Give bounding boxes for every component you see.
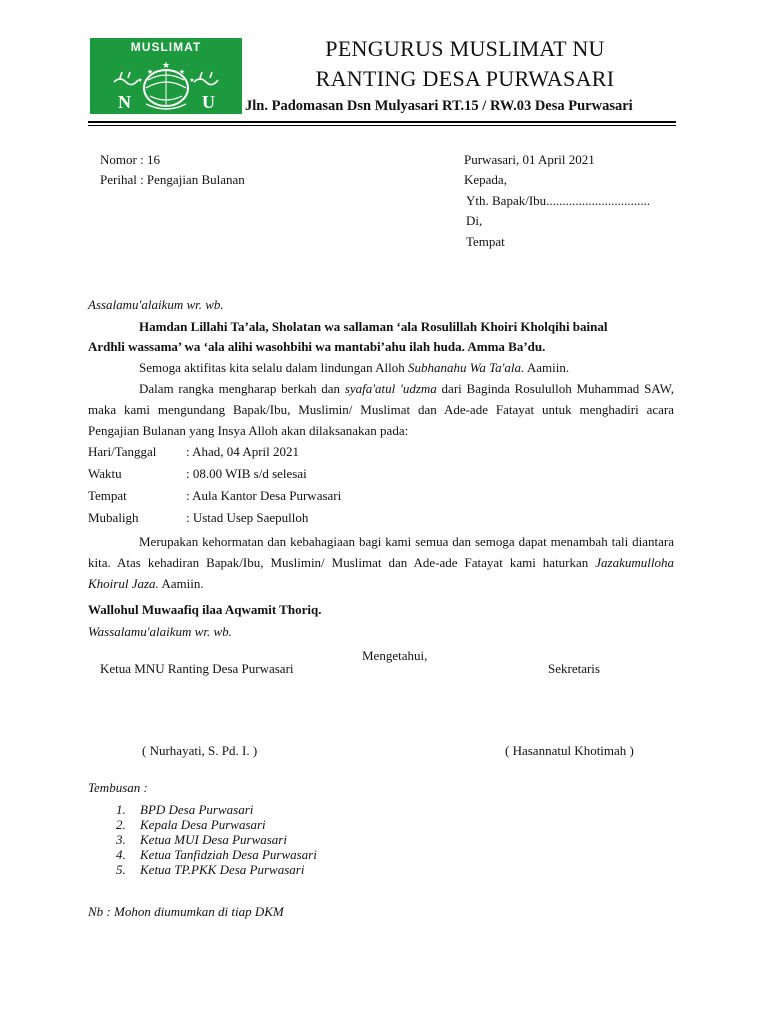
cc-item-number: 5.	[116, 862, 126, 877]
closing-prayer: Wallohul Muwaafiq ilaa Aqwamit Thoriq.	[88, 602, 322, 617]
paragraph-invitation	[88, 378, 674, 441]
closing-amen: Aamiin.	[158, 576, 204, 591]
cc-item-number: 3.	[116, 832, 126, 847]
event-time-label: Waktu	[88, 466, 122, 481]
invitation-text-b: dari Baginda Rosululloh Muhammad SAW, maka kami mengundang Bapak/Ibu, Muslimin/ Muslimat dan Ade-ade Fatayat untuk menghadiri acara Pengajian Bulanan yang Insya Alloh akan dilaksanakan pada:	[88, 381, 674, 438]
invitation-italic: syafa'atul 'udzma	[344, 381, 437, 396]
logo-letter-n: N	[118, 92, 131, 112]
cc-item	[116, 817, 317, 832]
opening-line-2: Ardhli wassama’ wa ‘ala alihi wasohbihi wa mantabi’ahu ilah huda. Amma Ba’du.	[88, 339, 546, 354]
org-title-line2: RANTING DESA PURWASARI	[315, 66, 615, 91]
cc-list	[116, 802, 317, 877]
header-divider-thin	[88, 125, 676, 126]
recipient-kepada: Kepada,	[464, 172, 507, 187]
event-date-value: : Ahad, 04 April 2021	[186, 444, 300, 459]
event-place-value: : Aula Kantor Desa Purwasari	[186, 488, 342, 503]
event-date-label: Hari/Tanggal	[88, 444, 157, 459]
recipient-place: Tempat	[466, 234, 505, 249]
logo-top-text: MUSLIMAT	[130, 40, 202, 54]
signer-right-role: Sekretaris	[548, 661, 600, 676]
place-date: Purwasari, 01 April 2021	[464, 152, 595, 167]
cc-item-text: Ketua Tanfidziah Desa Purwasari	[140, 847, 317, 862]
closing-italic: Jazakumulloha Khoirul Jaza.	[88, 555, 674, 591]
paragraph-closing	[88, 531, 674, 594]
letter-subject: Perihal : Pengajian Bulanan	[100, 172, 245, 187]
recipient-di: Di,	[466, 213, 483, 228]
cc-item-text: Kepala Desa Purwasari	[140, 817, 266, 832]
acknowledged-label: Mengetahui,	[362, 648, 428, 663]
prayer-italic: Subhanahu Wa Ta'ala.	[407, 360, 525, 375]
greeting: Assalamu'alaikum wr. wb.	[88, 297, 224, 312]
cc-item-number: 2.	[116, 817, 126, 832]
org-address: Jln. Padomasan Dsn Mulyasari RT.15 / RW.03 Desa Purwasari	[245, 98, 633, 114]
letter-number: Nomor : 16	[100, 152, 160, 167]
cc-item-text: Ketua TP.PKK Desa Purwasari	[140, 862, 305, 877]
signer-left-role: Ketua MNU Ranting Desa Purwasari	[100, 661, 294, 676]
event-speaker-value: : Ustad Usep Saepulloh	[186, 510, 309, 525]
cc-item-text: BPD Desa Purwasari	[140, 802, 254, 817]
signer-right-name: ( Hasannatul Khotimah )	[505, 743, 634, 758]
cc-item	[116, 802, 317, 817]
footnote: Nb : Mohon diumumkan di tiap DKM	[88, 904, 284, 919]
opening-line-1: Hamdan Lillahi Ta’ala, Sholatan wa sallaman ‘ala Rosulillah Khoiri Kholqihi bainal	[139, 319, 608, 334]
svg-text:★: ★	[137, 77, 143, 84]
cc-item	[116, 862, 317, 877]
logo-letter-u: U	[202, 92, 215, 112]
prayer-amen: Aamiin.	[524, 360, 570, 375]
event-time-value: : 08.00 WIB s/d selesai	[186, 466, 307, 481]
event-speaker-label: Mubaligh	[88, 510, 139, 525]
cc-item-text: Ketua MUI Desa Purwasari	[140, 832, 287, 847]
org-title-line1: PENGURUS MUSLIMAT NU	[325, 36, 605, 61]
svg-text:★: ★	[146, 68, 154, 76]
closing-greeting: Wassalamu'alaikum wr. wb.	[88, 624, 232, 639]
event-place-label: Tempat	[88, 488, 127, 503]
header-divider	[88, 121, 676, 123]
svg-text:★: ★	[161, 61, 171, 71]
cc-item	[116, 832, 317, 847]
closing-text-a: Merupakan kehormatan dan kebahagiaan bagi kami semua dan semoga dapat menambah tali diantara kita. Atas kehadiran Bapak/Ibu, Muslimin/ Muslimat dan Ade-ade Fatayat kami haturkan	[88, 534, 674, 570]
svg-text:★: ★	[189, 77, 195, 84]
prayer-text: Semoga aktifitas kita selalu dalam lindungan Alloh	[139, 360, 408, 375]
signer-left-name: ( Nurhayati, S. Pd. I. )	[142, 743, 258, 758]
cc-item-number: 4.	[116, 847, 126, 862]
organization-logo	[90, 38, 242, 114]
svg-text:★: ★	[178, 68, 186, 76]
recipient-name: Yth. Bapak/Ibu................................	[466, 193, 651, 208]
invitation-text-a: Dalam rangka mengharap berkah dan	[139, 381, 345, 396]
paragraph-prayer	[88, 357, 674, 378]
cc-item-number: 1.	[116, 802, 126, 817]
cc-item	[116, 847, 317, 862]
cc-label: Tembusan :	[88, 780, 148, 795]
